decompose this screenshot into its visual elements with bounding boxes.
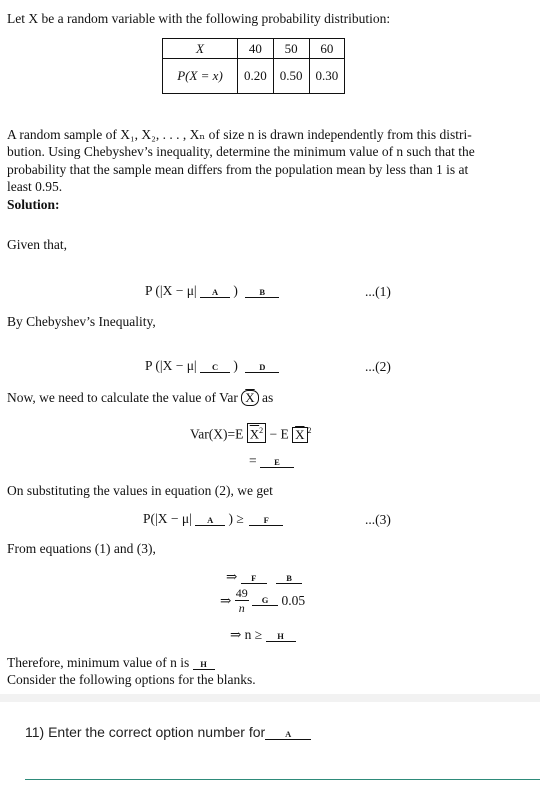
- blank-h-2: H: [193, 660, 215, 670]
- now-calc-label: Now, we need to calculate the value of Var: [7, 390, 238, 405]
- solution-label: Solution:: [7, 197, 60, 212]
- blank-d: D: [245, 363, 279, 373]
- problem-statement: [7, 126, 535, 196]
- table-cell: 50: [273, 39, 309, 59]
- blank-b-2: B: [276, 574, 302, 584]
- derivation-step-2: [220, 586, 305, 615]
- therefore-text: [7, 654, 215, 671]
- eq-dots: ...: [365, 359, 376, 374]
- blank-e: E: [260, 458, 294, 468]
- table-cell: 0.30: [309, 59, 345, 94]
- var-xbar: $\overline{X}$: [241, 390, 258, 406]
- equation-2: [145, 357, 279, 374]
- math-expression: − E: [269, 426, 289, 442]
- blank-a: A: [200, 288, 230, 298]
- question-blank-a: A: [265, 730, 311, 740]
- math-expression: ): [233, 358, 238, 373]
- blank-c: C: [200, 363, 230, 373]
- answer-line[interactable]: [25, 779, 540, 780]
- equation-3: [143, 510, 283, 527]
- question-text: [25, 724, 311, 740]
- math-expression: P (|X − μ|: [145, 283, 197, 298]
- implies-n-geq: ⇒ n ≥: [230, 627, 263, 642]
- table-prob-row: [163, 59, 345, 94]
- now-calc-text: [7, 389, 273, 406]
- fraction-numerator: 49: [235, 586, 248, 600]
- given-text: Given that,: [7, 237, 67, 252]
- intro-text: Let X be a random variable with the following probability distribution:: [7, 11, 391, 26]
- problem-line: bution. Using Chebyshev’s inequality, determine the minimum value of n such that the: [7, 144, 475, 160]
- math-expression: =: [249, 453, 257, 468]
- eq-dots: ...: [365, 512, 376, 527]
- variance-result: [249, 452, 294, 469]
- math-expression: ) ≥: [228, 511, 244, 526]
- probability-table: [162, 38, 345, 94]
- problem-line: least 0.95.: [7, 179, 63, 195]
- now-calc-tail: as: [262, 390, 274, 405]
- bracket-xbar-sq: $\overline{X}^2$: [247, 423, 266, 442]
- therefore-label: Therefore, minimum value of n is: [7, 655, 190, 670]
- blank-b: B: [245, 288, 279, 298]
- question-panel: [0, 702, 540, 802]
- implies-symbol: ⇒: [226, 569, 238, 584]
- table-cell: 0.50: [273, 59, 309, 94]
- from-eqs-text: From equations (1) and (3),: [7, 541, 156, 556]
- equation-label-2: [365, 358, 391, 375]
- table-cell: X: [163, 39, 238, 59]
- substituting-text: On substituting the values in equation (2), we get: [7, 483, 273, 498]
- derivation-step-3: [230, 626, 296, 643]
- implies-symbol: ⇒: [220, 592, 232, 608]
- eq-number: (3): [375, 512, 391, 527]
- math-expression: Var(X)=E: [190, 426, 244, 442]
- variance-formula: [190, 422, 312, 443]
- blank-f-2: F: [241, 574, 267, 584]
- table-header-row: [163, 39, 345, 59]
- problem-line: probability that the sample mean differs from the population mean by less than 1 is at: [7, 161, 469, 177]
- eq-dots: ...: [365, 284, 376, 299]
- bracket-xbar: $\overline{X}$: [292, 427, 307, 443]
- table-cell: 60: [309, 39, 345, 59]
- blank-f: F: [249, 516, 283, 526]
- question-label: 11) Enter the correct option number for: [25, 724, 266, 740]
- derivation-step-1: [226, 568, 302, 585]
- math-expression: P (|X − μ|: [145, 358, 197, 373]
- problem-line: A random sample of X₁, X₂, . . . , Xₙ of size n is drawn independently from this distri-: [7, 127, 472, 142]
- fraction-denominator: n: [238, 601, 245, 615]
- equation-label-1: [365, 283, 391, 300]
- blank-h: H: [266, 632, 296, 642]
- eq-number: (1): [375, 284, 391, 299]
- fraction-49-over-n: [235, 586, 249, 615]
- table-cell: 0.20: [238, 59, 274, 94]
- table-cell: P(X = x): [163, 59, 238, 94]
- chebyshev-text: By Chebyshev’s Inequality,: [7, 314, 156, 329]
- math-expression: P(|X − μ|: [143, 511, 192, 526]
- value-005: 0.05: [281, 592, 306, 608]
- blank-g: G: [252, 596, 278, 606]
- equation-1: [145, 282, 279, 299]
- eq-number: (2): [375, 359, 391, 374]
- blank-a-2: A: [195, 516, 225, 526]
- equation-label-3: [365, 511, 391, 528]
- square-exp: 2: [307, 426, 312, 435]
- table-cell: 40: [238, 39, 274, 59]
- consider-text: Consider the following options for the blanks.: [7, 672, 256, 687]
- math-expression: ): [233, 283, 238, 298]
